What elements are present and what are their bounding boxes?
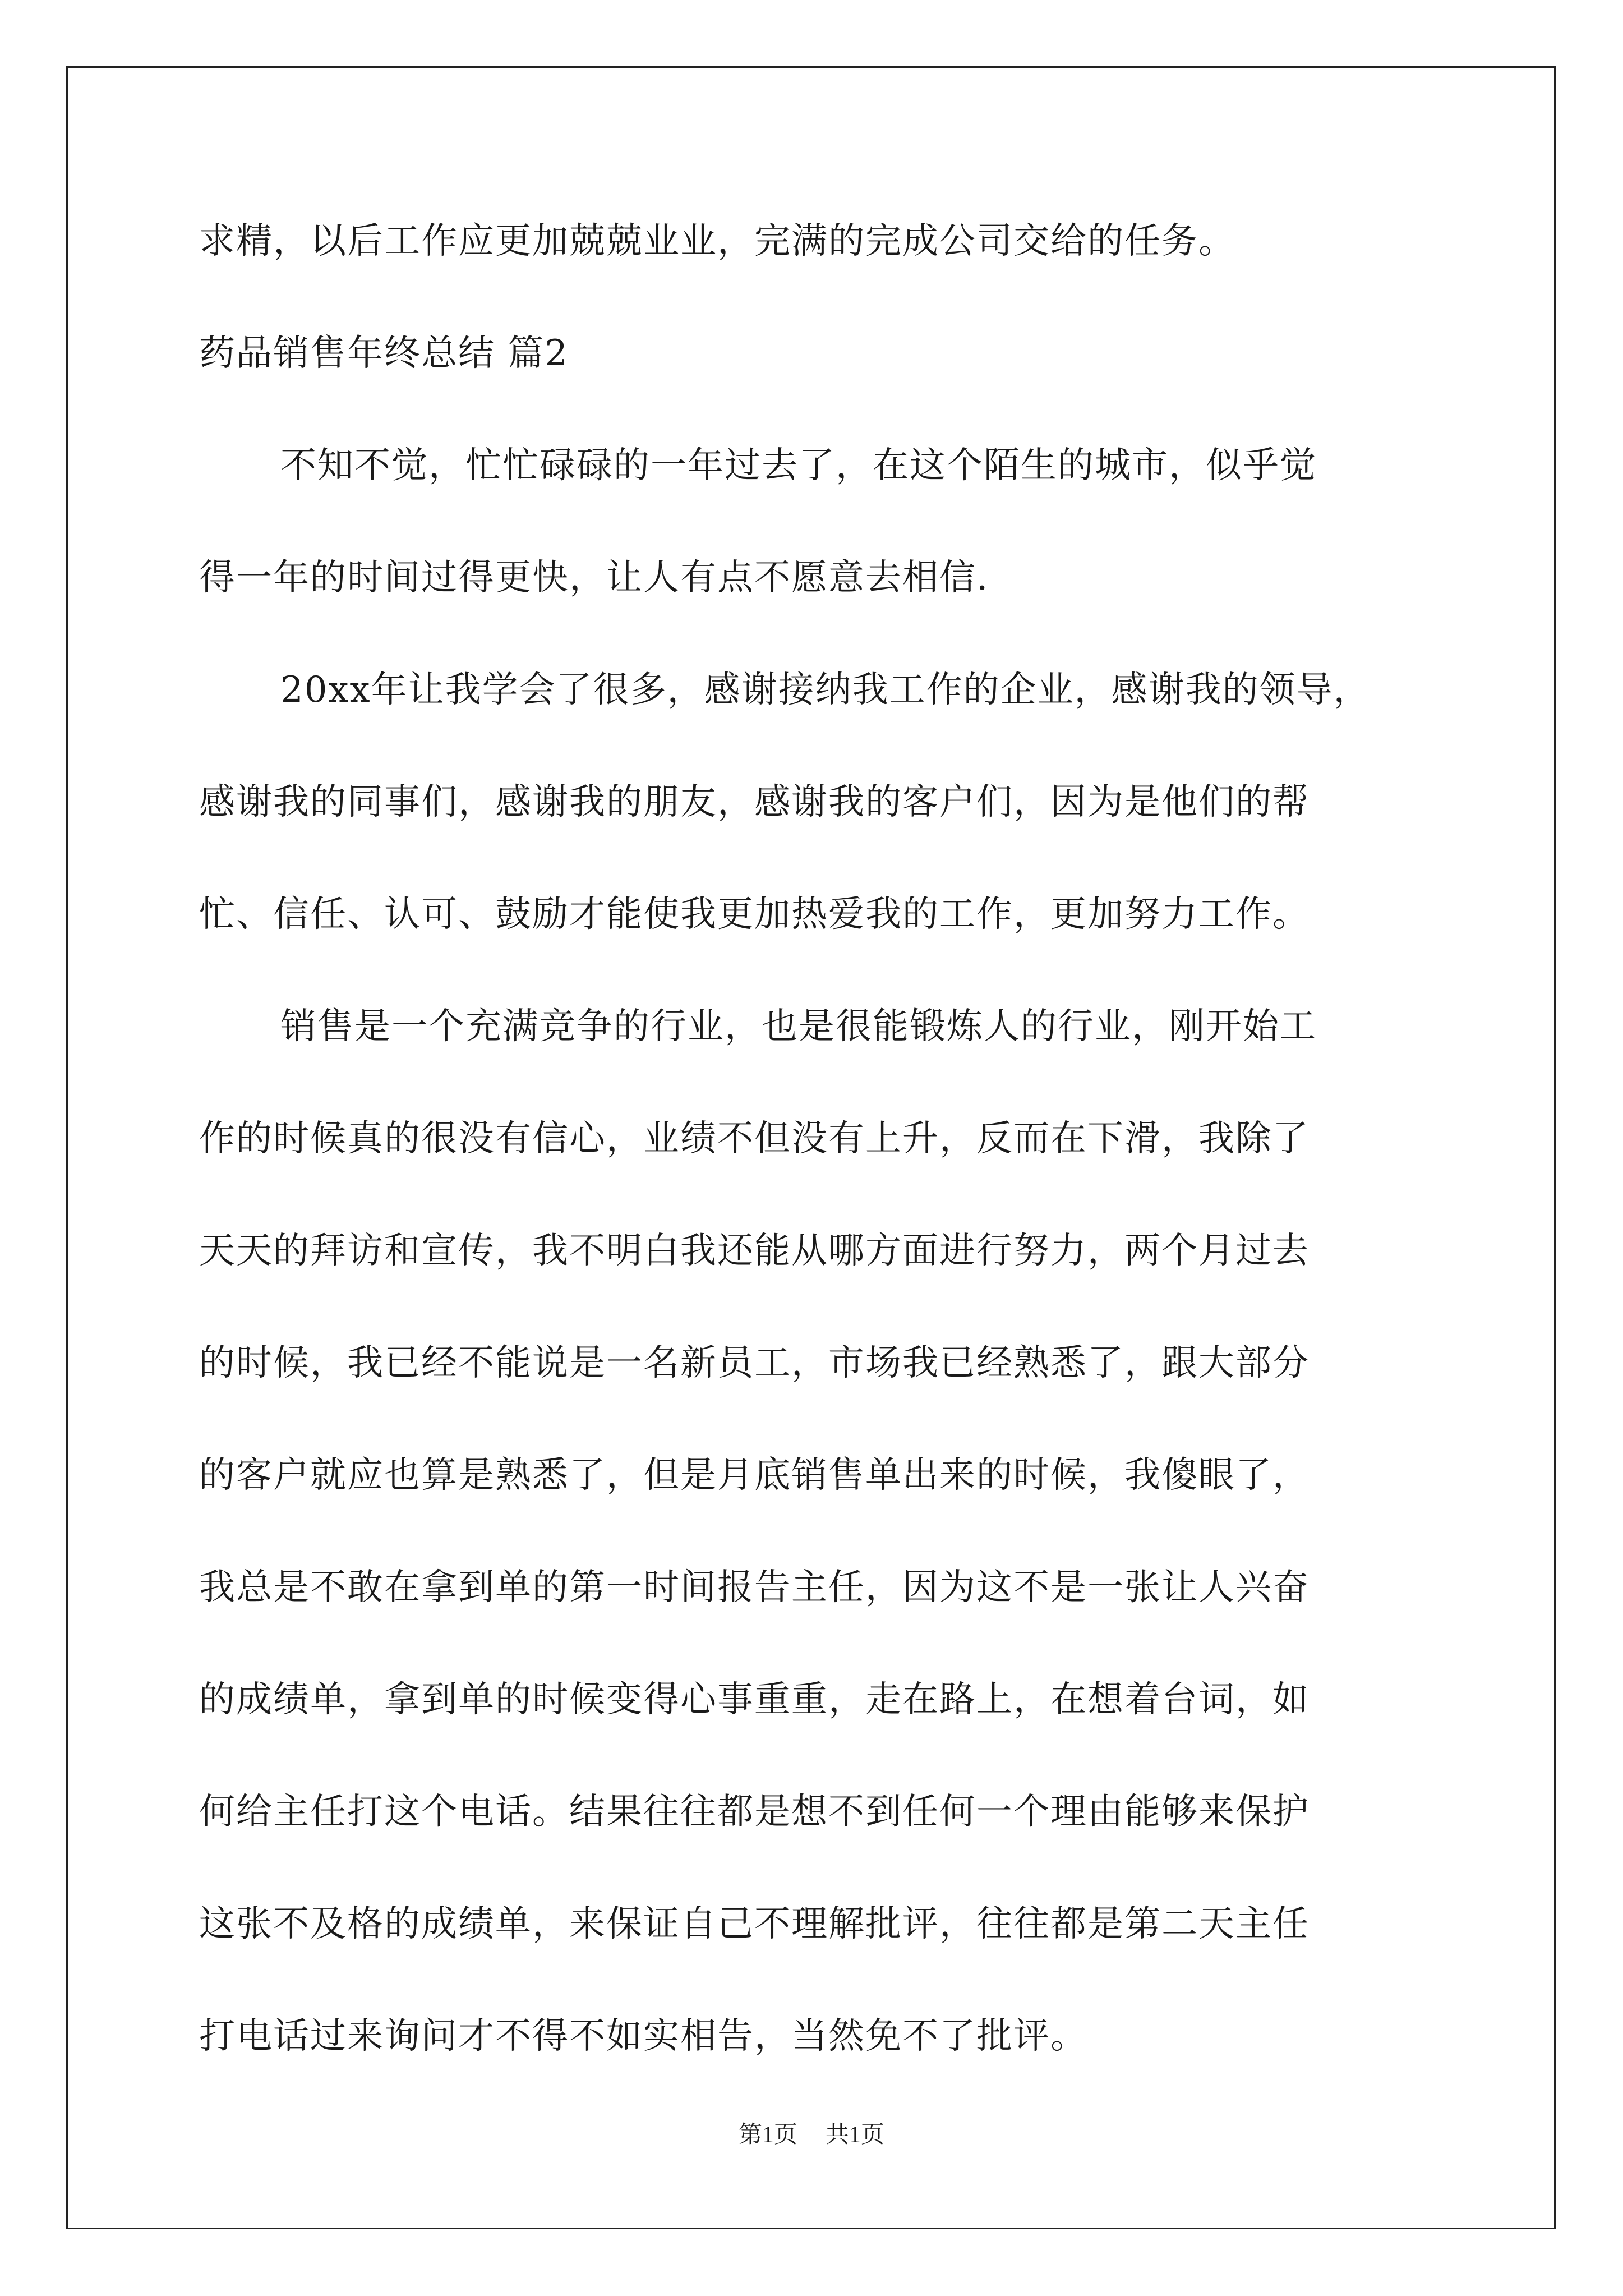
- paragraph-start-line: 20xx年让我学会了很多，感谢接纳我工作的企业，感谢我的领导，: [280, 669, 1371, 711]
- document-body: [199, 213, 1427, 2120]
- text-line: 的时候，我已经不能说是一名新员工，市场我已经熟悉了，跟大部分: [199, 1342, 1310, 1384]
- page-number: 第1页: [738, 2122, 797, 2148]
- text-line: 作的时候真的很没有信心，业绩不但没有上升，反而在下滑，我除了: [199, 1118, 1310, 1159]
- paragraph-start-line: 销售是一个充满竞争的行业，也是很能锻炼人的行业，刚开始工: [280, 1006, 1317, 1047]
- text-line: 打电话过来询问才不得不如实相告，当然免不了批评。: [199, 2016, 1087, 2057]
- text-line: 我总是不敢在拿到单的第一时间报告主任，因为这不是一张让人兴奋: [199, 1567, 1310, 1608]
- text-line: 这张不及格的成绩单，来保证自己不理解批评，往往都是第二天主任: [199, 1903, 1310, 1945]
- text-line: 得一年的时间过得更快，让人有点不愿意去相信.: [199, 557, 989, 599]
- text-line: 忙、信任、认可、鼓励才能使我更加热爱我的工作，更加努力工作。: [199, 894, 1310, 935]
- text-line: 感谢我的同事们，感谢我的朋友，感谢我的客户们，因为是他们的帮: [199, 781, 1310, 823]
- text-line: 的成绩单，拿到单的时候变得心事重重，走在路上，在想着台词，如: [199, 1679, 1310, 1720]
- section-heading: 药品销售年终总结 篇2: [199, 333, 569, 374]
- text-line: 何给主任打这个电话。结果往往都是想不到任何一个理由能够来保护: [199, 1791, 1310, 1833]
- text-line: 求精，以后工作应更加兢兢业业，完满的完成公司交给的任务。: [199, 220, 1235, 262]
- text-line: 天天的拜访和宣传，我不明白我还能从哪方面进行努力，两个月过去: [199, 1230, 1310, 1272]
- page-total: 共1页: [826, 2122, 885, 2148]
- paragraph-start-line: 不知不觉，忙忙碌碌的一年过去了，在这个陌生的城市，似乎觉: [280, 445, 1317, 486]
- text-line: 的客户就应也算是熟悉了，但是月底销售单出来的时候，我傻眼了，: [199, 1455, 1310, 1496]
- page-footer: [0, 2119, 1623, 2151]
